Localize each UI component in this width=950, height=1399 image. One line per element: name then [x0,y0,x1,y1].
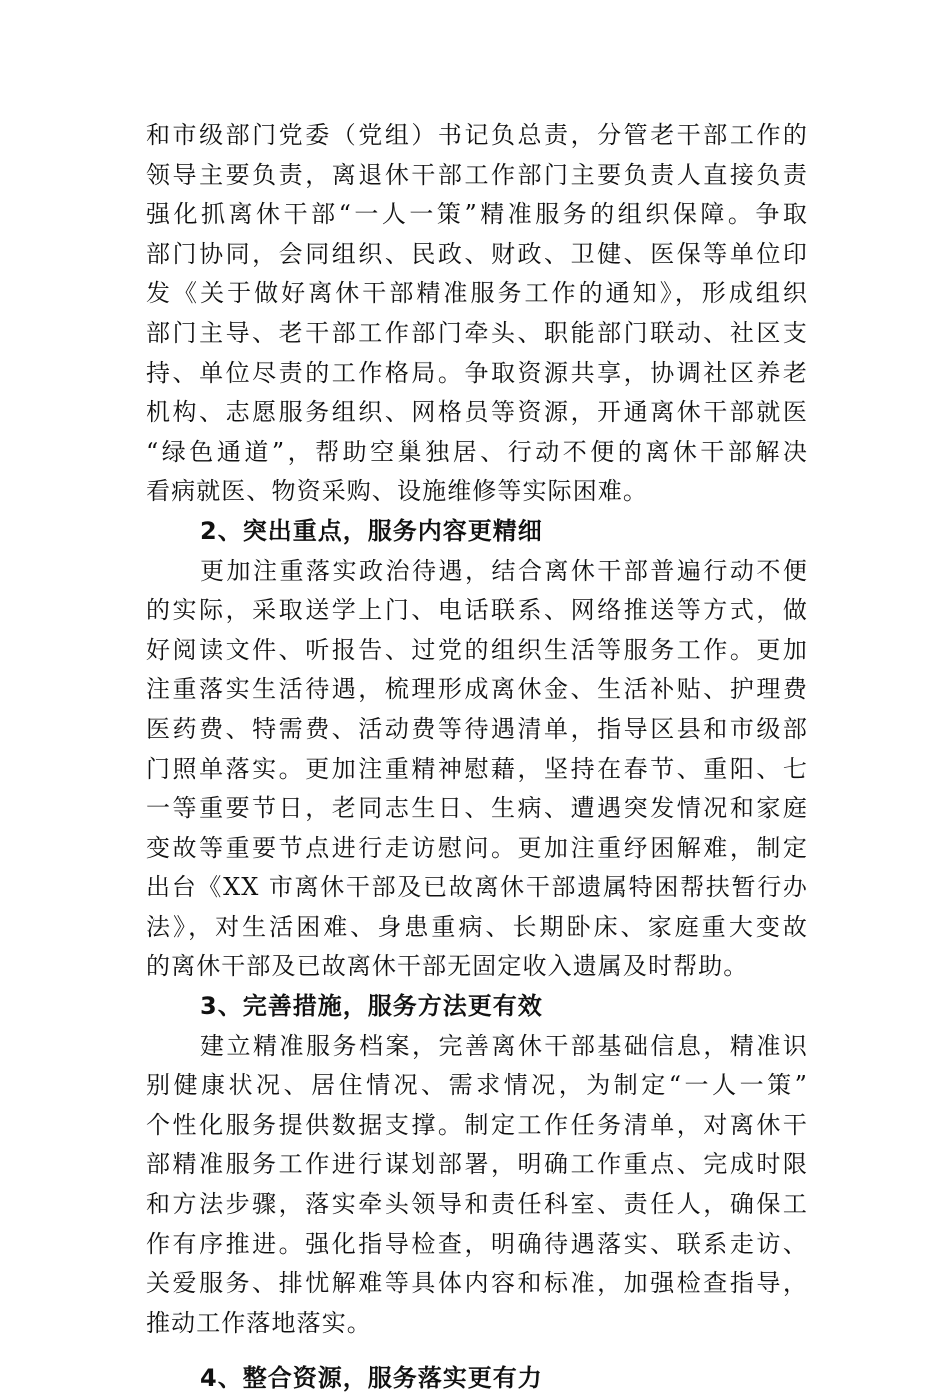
text-line: 好阅读文件、听报告、过党的组织生活等服务工作。更加 [146,635,808,664]
section-heading-3: 3、完善措施，服务方法更有效 [200,992,543,1021]
text-line: 注重落实生活待遇，梳理形成离休金、生活补贴、护理费 [146,675,808,704]
text-line: 更加注重落实政治待遇，结合离休干部普遍行动不便 [200,556,808,585]
text-line: 领导主要负责，离退休干部工作部门主要负责人直接负责 [146,160,808,189]
text-line: 发《关于做好离休干部精准服务工作的通知》，形成组织 [146,279,808,308]
text-line: 看病就医、物资采购、设施维修等实际困难。 [146,477,648,506]
text-line: 别健康状况、居住情况、需求情况，为制定“一人一策” [146,1071,808,1100]
text-line: 推动工作落地落实。 [146,1308,372,1337]
text-line: 作有序推进。强化指导检查，明确待遇落实、联系走访、 [146,1229,808,1258]
text-line: 和方法步骤，落实牵头领导和责任科室、责任人，确保工 [146,1190,808,1219]
text-line: 关爱服务、排忧解难等具体内容和标准，加强检查指导， [146,1269,808,1298]
text-line: 部门协同，会同组织、民政、财政、卫健、医保等单位印 [146,239,808,268]
document-body [146,116,808,1399]
section-heading-4: 4、整合资源，服务落实更有力 [200,1364,543,1393]
text-line: 一等重要节日，老同志生日、生病、遭遇突发情况和家庭 [146,794,808,823]
text-line: “绿色通道”，帮助空巢独居、行动不便的离休干部解决 [146,437,808,466]
paragraph-organization [146,116,808,512]
text-line: 部门主导、老干部工作部门牵头、职能部门联动、社区支 [146,318,808,347]
text-line: 个性化服务提供数据支撑。制定工作任务清单，对离休干 [146,1110,808,1139]
text-line: 持、单位尽责的工作格局。争取资源共享，协调社区养老 [146,358,808,387]
section-heading-2: 2、突出重点，服务内容更精细 [200,516,543,545]
text-line: 和市级部门党委（党组）书记负总责，分管老干部工作的 [146,121,808,149]
text-line: 出台《XX 市离休干部及已故离休干部遗属特困帮扶暂行办 [146,873,808,902]
paragraph-service-methods [146,1027,808,1344]
text-line: 强化抓离休干部“一人一策”精准服务的组织保障。争取 [146,200,808,229]
text-line: 的离休干部及已故离休干部无固定收入遗属及时帮助。 [146,952,749,981]
paragraph-service-content [146,552,808,988]
text-line: 机构、志愿服务组织、网格员等资源，开通离休干部就医 [146,398,808,427]
text-line: 医药费、特需费、活动费等待遇清单，指导区县和市级部 [146,714,808,743]
text-line: 门照单落实。更加注重精神慰藉，坚持在春节、重阳、七 [146,754,808,783]
text-line: 变故等重要节点进行走访慰问。更加注重纾困解难，制定 [146,833,808,862]
text-line: 部精准服务工作进行谋划部署，明确工作重点、完成时限 [146,1150,808,1179]
text-line: 法》，对生活困难、身患重病、长期卧床、家庭重大变故 [146,912,808,941]
text-line: 建立精准服务档案，完善离休干部基础信息，精准识 [200,1031,808,1060]
text-line: 的实际，采取送学上门、电话联系、网络推送等方式，做 [146,596,808,625]
